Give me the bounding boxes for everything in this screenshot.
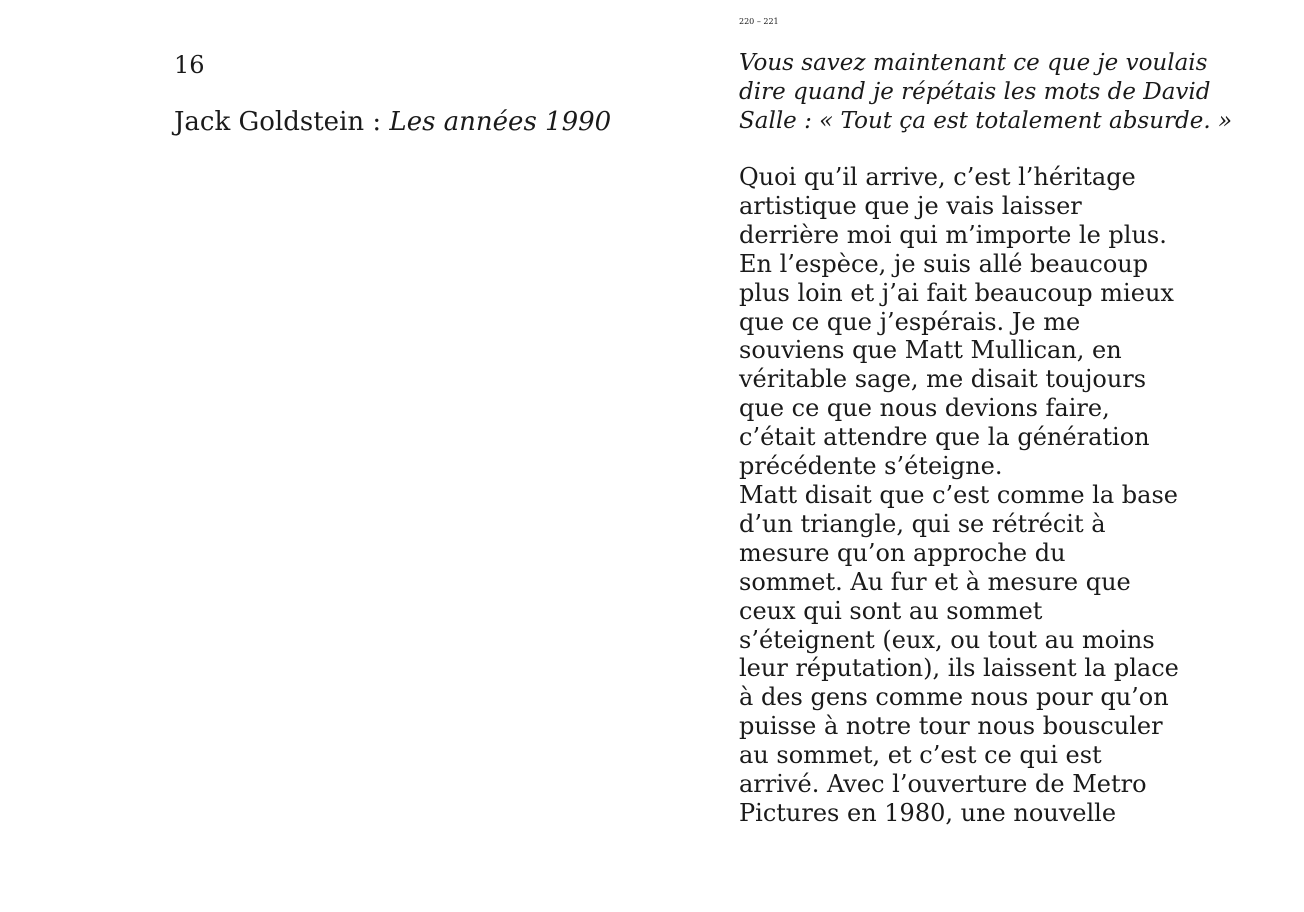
- body-line: ceux qui sont au sommet: [739, 596, 1043, 625]
- body-line: puisse à notre tour nous bousculer: [739, 712, 1163, 741]
- chapter-title-main: Jack Goldstein :: [174, 107, 382, 137]
- body-paragraph: [739, 163, 1179, 828]
- body-line: précédente s’éteigne.: [739, 452, 1003, 481]
- body-line: que ce que j’espérais. Je me: [739, 307, 1081, 336]
- body-line: arrivé. Avec l’ouverture de Metro: [739, 770, 1147, 799]
- italic-quote: [739, 49, 1233, 136]
- quote-line: dire quand je répétais les mots de David: [739, 79, 1211, 105]
- body-line: En l’espèce, je suis allé beaucoup: [739, 249, 1149, 278]
- body-line: s’éteignent (eux, ou tout au moins: [739, 625, 1155, 654]
- body-line: Matt disait que c’est comme la base: [739, 480, 1178, 509]
- body-line: plus loin et j’ai fait beaucoup mieux: [739, 278, 1174, 307]
- body-line: à des gens comme nous pour qu’on: [739, 683, 1169, 712]
- body-line: Quoi qu’il arrive, c’est l’héritage: [739, 163, 1136, 191]
- body-line: véritable sage, me disait toujours: [739, 365, 1147, 394]
- quote-line: Vous savez maintenant ce que je voulais: [739, 50, 1208, 76]
- body-line: d’un triangle, qui se rétrécit à: [739, 509, 1106, 538]
- body-line: au sommet, et c’est ce qui est: [739, 741, 1102, 770]
- body-line: mesure qu’on approche du: [739, 538, 1066, 567]
- chapter-title: [174, 106, 611, 138]
- body-line: souviens que Matt Mullican, en: [739, 336, 1122, 365]
- chapter-title-italic: Les années 1990: [389, 107, 612, 137]
- quote-line: Salle : « Tout ça est totalement absurde. »: [739, 108, 1233, 134]
- body-line: c’était attendre que la génération: [739, 423, 1150, 452]
- body-line: derrière moi qui m’importe le plus.: [739, 220, 1167, 249]
- body-line: artistique que je vais laisser: [739, 191, 1082, 220]
- page-range: 220 – 221: [739, 17, 779, 26]
- body-line: que ce que nous devions faire,: [739, 394, 1110, 423]
- body-line: Pictures en 1980, une nouvelle: [739, 798, 1117, 827]
- chapter-number: 16: [174, 51, 205, 79]
- body-line: sommet. Au fur et à mesure que: [739, 567, 1131, 596]
- body-line: leur réputation), ils laissent la place: [739, 654, 1179, 683]
- right-page-text: [739, 49, 1233, 828]
